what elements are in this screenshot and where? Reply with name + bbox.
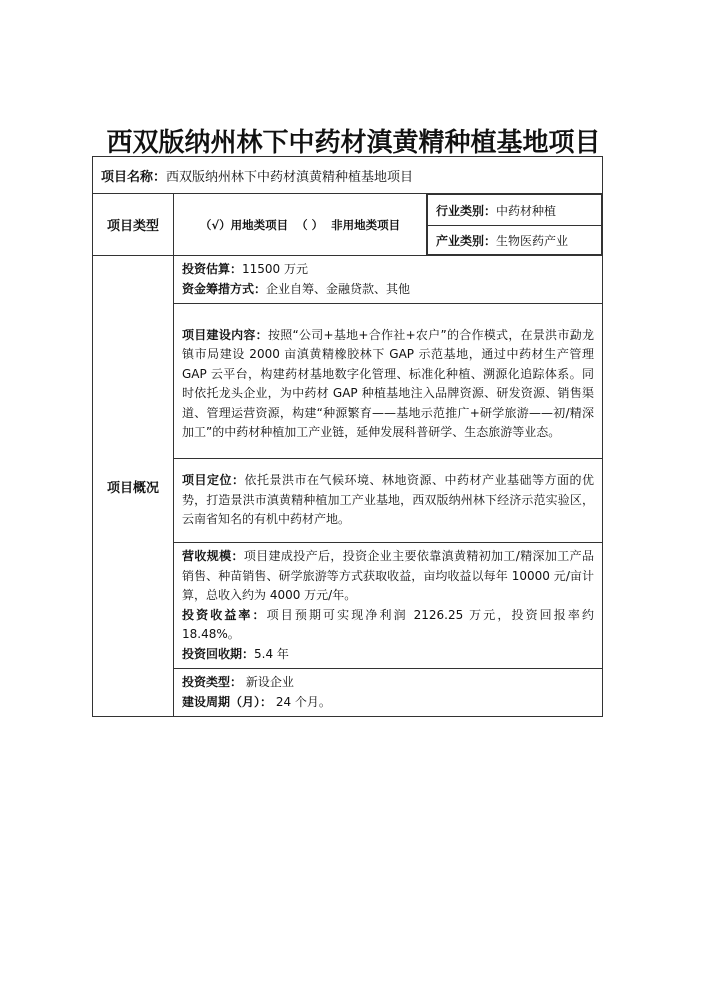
position-label: 项目定位： <box>182 473 245 488</box>
entity-value: 新设企业 <box>245 675 294 689</box>
investment-value: 11500 万元 <box>242 262 309 276</box>
category-table <box>427 194 602 255</box>
funding-value: 企业自筹、金融贷款、其他 <box>266 281 411 296</box>
period-value: 24 个月。 <box>275 694 331 709</box>
return-value: 项目预期可实现净利润 2126.25 万元，投资回报率约 18.48%。 <box>182 607 594 641</box>
industry-category <box>428 195 602 226</box>
revenue-value: 项目建成投产后，投资企业主要依靠滇黄精初加工/精深加工产品销售、种苗销售、研学旅游等方式获取收益，亩均收益以每年 10000 元/亩计算，总收入约为 4000 万元/年。 <box>182 549 595 602</box>
sector-label: 产业类别： <box>436 233 497 248</box>
overview-label: 项目概况 <box>93 256 174 717</box>
payback-value: 5.4 年 <box>254 646 289 661</box>
position-value: 依托景洪市在气候环境、林地资源、中药材产业基础等方面的优势，打造景洪市滇黄精种植加工产业基地，西双版纳州林下经济示范实验区，云南省知名的有机中药材产地。 <box>182 473 595 527</box>
sector-value: 生物医药产业 <box>496 233 569 248</box>
content-value: 按照“公司+基地+合作社+农户”的合作模式，在景洪市勐龙镇市局建设 2000 亩滇黄精橡胶林下 GAP 示范基地，通过中药材生产管理 GAP 云平台，构建药材基地数字化管理、标准化种植、溯源化追踪体系。同时依托龙头企业，为中药材 GAP 种植基地注入品牌资源、研发资源、销售渠道、管理运营资源，构建“种源繁育——基地示范推广+研学旅游——初/精深加工”的中药材种植加工产业链，延伸发展科普研学、生态旅游等业态。 <box>182 327 595 439</box>
industry-label: 行业类别： <box>436 203 497 218</box>
project-info-table <box>92 156 603 717</box>
sector-category <box>428 226 602 255</box>
project-type-label: 项目类型 <box>93 194 174 256</box>
content-label: 项目建设内容： <box>182 327 268 342</box>
project-type-value: （√）用地类项目 （ ） 非用地类项目 <box>174 194 427 256</box>
project-type-row <box>93 194 603 256</box>
funding-label: 资金筹措方式： <box>182 281 267 296</box>
investment-row <box>93 256 603 304</box>
return-label: 投资收益率： <box>182 607 267 622</box>
investment-label: 投资估算： <box>182 262 243 276</box>
project-name-label: 项目名称： <box>101 169 167 185</box>
payback-label: 投资回收期： <box>182 646 255 661</box>
document-title: 西双版纳州林下中药材滇黄精种植基地项目 <box>106 128 601 158</box>
period-label: 建设周期（月）： <box>182 694 273 709</box>
project-name-row <box>93 157 603 194</box>
industry-value: 中药材种植 <box>496 203 557 218</box>
entity-label: 投资类型： <box>182 675 243 689</box>
revenue-label: 营收规模： <box>182 549 244 563</box>
project-name-value: 西双版纳州林下中药材滇黄精种植基地项目 <box>166 169 414 185</box>
